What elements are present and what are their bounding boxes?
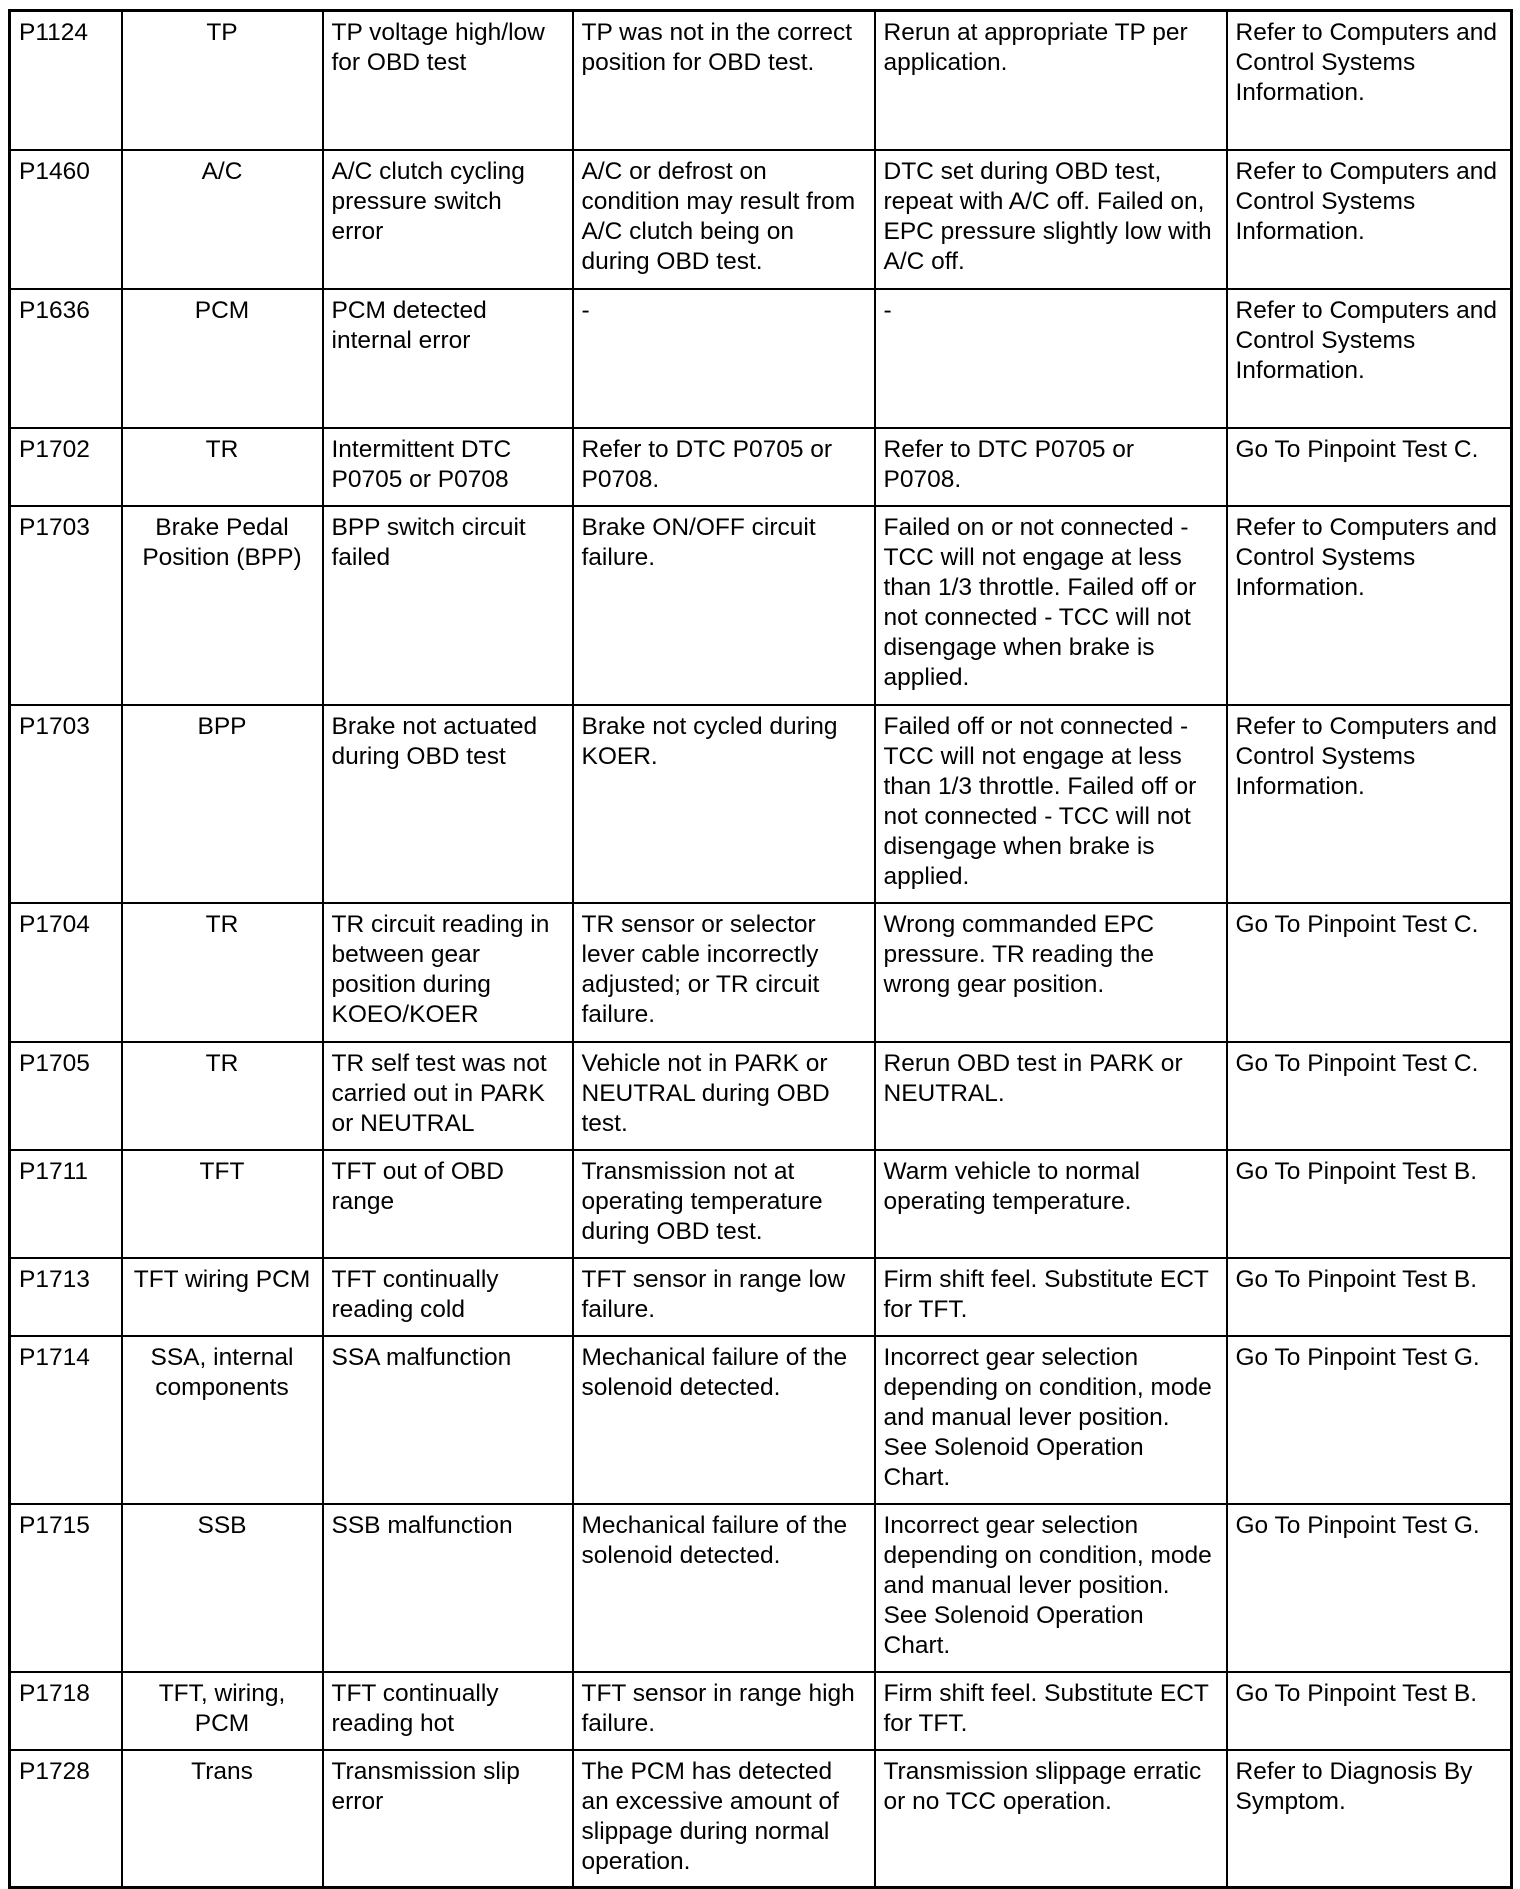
description-cell: Intermittent DTC P0705 or P0708 bbox=[323, 428, 573, 506]
condition-cell: Brake not cycled during KOER. bbox=[573, 705, 875, 903]
component-cell: TP bbox=[122, 11, 323, 150]
action-cell: Go To Pinpoint Test C. bbox=[1227, 1042, 1512, 1150]
description-cell: Transmission slip error bbox=[323, 1750, 573, 1888]
table-row bbox=[10, 1750, 1512, 1888]
action-cell: Go To Pinpoint Test G. bbox=[1227, 1504, 1512, 1672]
symptoms-cell: Firm shift feel. Substitute ECT for TFT. bbox=[875, 1258, 1227, 1336]
component-cell: TR bbox=[122, 428, 323, 506]
component-cell: Trans bbox=[122, 1750, 323, 1888]
symptoms-cell: Warm vehicle to normal operating temperature. bbox=[875, 1150, 1227, 1258]
component-cell: TFT wiring PCM bbox=[122, 1258, 323, 1336]
condition-cell: TFT sensor in range high failure. bbox=[573, 1672, 875, 1750]
component-cell: Brake Pedal Position (BPP) bbox=[122, 506, 323, 705]
description-cell: A/C clutch cycling pressure switch error bbox=[323, 150, 573, 289]
action-cell: Refer to Computers and Control Systems Information. bbox=[1227, 150, 1512, 289]
description-cell: SSB malfunction bbox=[323, 1504, 573, 1672]
action-cell: Refer to Computers and Control Systems Information. bbox=[1227, 289, 1512, 428]
condition-cell: Refer to DTC P0705 or P0708. bbox=[573, 428, 875, 506]
table-row bbox=[10, 11, 1512, 150]
condition-cell: Brake ON/OFF circuit failure. bbox=[573, 506, 875, 705]
description-cell: TFT out of OBD range bbox=[323, 1150, 573, 1258]
table-row bbox=[10, 289, 1512, 428]
component-cell: SSB bbox=[122, 1504, 323, 1672]
action-cell: Refer to Computers and Control Systems Information. bbox=[1227, 705, 1512, 903]
table-row bbox=[10, 1150, 1512, 1258]
dtc-table-body bbox=[10, 11, 1512, 1888]
condition-cell: Mechanical failure of the solenoid detected. bbox=[573, 1504, 875, 1672]
table-row bbox=[10, 428, 1512, 506]
dtc-code-cell: P1703 bbox=[10, 705, 122, 903]
action-cell: Go To Pinpoint Test B. bbox=[1227, 1258, 1512, 1336]
component-cell: PCM bbox=[122, 289, 323, 428]
dtc-code-cell: P1711 bbox=[10, 1150, 122, 1258]
action-cell: Refer to Diagnosis By Symptom. bbox=[1227, 1750, 1512, 1888]
description-cell: TR circuit reading in between gear position during KOEO/KOER bbox=[323, 903, 573, 1042]
symptoms-cell: Incorrect gear selection depending on condition, mode and manual lever position. See Solenoid Operation Chart. bbox=[875, 1504, 1227, 1672]
symptoms-cell: Refer to DTC P0705 or P0708. bbox=[875, 428, 1227, 506]
description-cell: TR self test was not carried out in PARK or NEUTRAL bbox=[323, 1042, 573, 1150]
condition-cell: TR sensor or selector lever cable incorrectly adjusted; or TR circuit failure. bbox=[573, 903, 875, 1042]
description-cell: TFT continually reading hot bbox=[323, 1672, 573, 1750]
component-cell: TFT, wiring, PCM bbox=[122, 1672, 323, 1750]
symptoms-cell: Wrong commanded EPC pressure. TR reading the wrong gear position. bbox=[875, 903, 1227, 1042]
dtc-code-cell: P1703 bbox=[10, 506, 122, 705]
dtc-code-cell: P1718 bbox=[10, 1672, 122, 1750]
dtc-code-cell: P1713 bbox=[10, 1258, 122, 1336]
symptoms-cell: DTC set during OBD test, repeat with A/C off. Failed on, EPC pressure slightly low with A/C off. bbox=[875, 150, 1227, 289]
dtc-code-cell: P1728 bbox=[10, 1750, 122, 1888]
table-row bbox=[10, 1672, 1512, 1750]
table-row bbox=[10, 506, 1512, 705]
symptoms-cell: Rerun OBD test in PARK or NEUTRAL. bbox=[875, 1042, 1227, 1150]
description-cell: SSA malfunction bbox=[323, 1336, 573, 1504]
action-cell: Refer to Computers and Control Systems Information. bbox=[1227, 506, 1512, 705]
table-row bbox=[10, 903, 1512, 1042]
condition-cell: Mechanical failure of the solenoid detected. bbox=[573, 1336, 875, 1504]
component-cell: SSA, internal components bbox=[122, 1336, 323, 1504]
symptoms-cell: Failed on or not connected - TCC will not engage at less than 1/3 throttle. Failed off or not connected - TCC will not disengage when brake is applied. bbox=[875, 506, 1227, 705]
component-cell: TR bbox=[122, 903, 323, 1042]
dtc-table bbox=[8, 9, 1513, 1889]
component-cell: A/C bbox=[122, 150, 323, 289]
symptoms-cell: Incorrect gear selection depending on condition, mode and manual lever position. See Solenoid Operation Chart. bbox=[875, 1336, 1227, 1504]
symptoms-cell: Failed off or not connected - TCC will not engage at less than 1/3 throttle. Failed off or not connected - TCC will not disengage when brake is applied. bbox=[875, 705, 1227, 903]
condition-cell: A/C or defrost on condition may result from A/C clutch being on during OBD test. bbox=[573, 150, 875, 289]
component-cell: TFT bbox=[122, 1150, 323, 1258]
action-cell: Go To Pinpoint Test C. bbox=[1227, 428, 1512, 506]
condition-cell: The PCM has detected an excessive amount of slippage during normal operation. bbox=[573, 1750, 875, 1888]
table-row bbox=[10, 150, 1512, 289]
table-row bbox=[10, 1504, 1512, 1672]
action-cell: Refer to Computers and Control Systems Information. bbox=[1227, 11, 1512, 150]
table-row bbox=[10, 1336, 1512, 1504]
dtc-code-cell: P1460 bbox=[10, 150, 122, 289]
dtc-code-cell: P1715 bbox=[10, 1504, 122, 1672]
table-row bbox=[10, 1258, 1512, 1336]
condition-cell: Vehicle not in PARK or NEUTRAL during OBD test. bbox=[573, 1042, 875, 1150]
symptoms-cell: Transmission slippage erratic or no TCC operation. bbox=[875, 1750, 1227, 1888]
component-cell: BPP bbox=[122, 705, 323, 903]
dtc-code-cell: P1636 bbox=[10, 289, 122, 428]
description-cell: TFT continually reading cold bbox=[323, 1258, 573, 1336]
action-cell: Go To Pinpoint Test C. bbox=[1227, 903, 1512, 1042]
condition-cell: Transmission not at operating temperature during OBD test. bbox=[573, 1150, 875, 1258]
description-cell: BPP switch circuit failed bbox=[323, 506, 573, 705]
description-cell: Brake not actuated during OBD test bbox=[323, 705, 573, 903]
table-row bbox=[10, 705, 1512, 903]
dtc-code-cell: P1702 bbox=[10, 428, 122, 506]
action-cell: Go To Pinpoint Test B. bbox=[1227, 1150, 1512, 1258]
dtc-code-cell: P1705 bbox=[10, 1042, 122, 1150]
symptoms-cell: Rerun at appropriate TP per application. bbox=[875, 11, 1227, 150]
dtc-code-cell: P1124 bbox=[10, 11, 122, 150]
symptoms-cell: Firm shift feel. Substitute ECT for TFT. bbox=[875, 1672, 1227, 1750]
action-cell: Go To Pinpoint Test B. bbox=[1227, 1672, 1512, 1750]
dtc-code-cell: P1714 bbox=[10, 1336, 122, 1504]
condition-cell: - bbox=[573, 289, 875, 428]
dtc-code-cell: P1704 bbox=[10, 903, 122, 1042]
component-cell: TR bbox=[122, 1042, 323, 1150]
description-cell: PCM detected internal error bbox=[323, 289, 573, 428]
symptoms-cell: - bbox=[875, 289, 1227, 428]
condition-cell: TFT sensor in range low failure. bbox=[573, 1258, 875, 1336]
action-cell: Go To Pinpoint Test G. bbox=[1227, 1336, 1512, 1504]
table-row bbox=[10, 1042, 1512, 1150]
description-cell: TP voltage high/low for OBD test bbox=[323, 11, 573, 150]
condition-cell: TP was not in the correct position for OBD test. bbox=[573, 11, 875, 150]
